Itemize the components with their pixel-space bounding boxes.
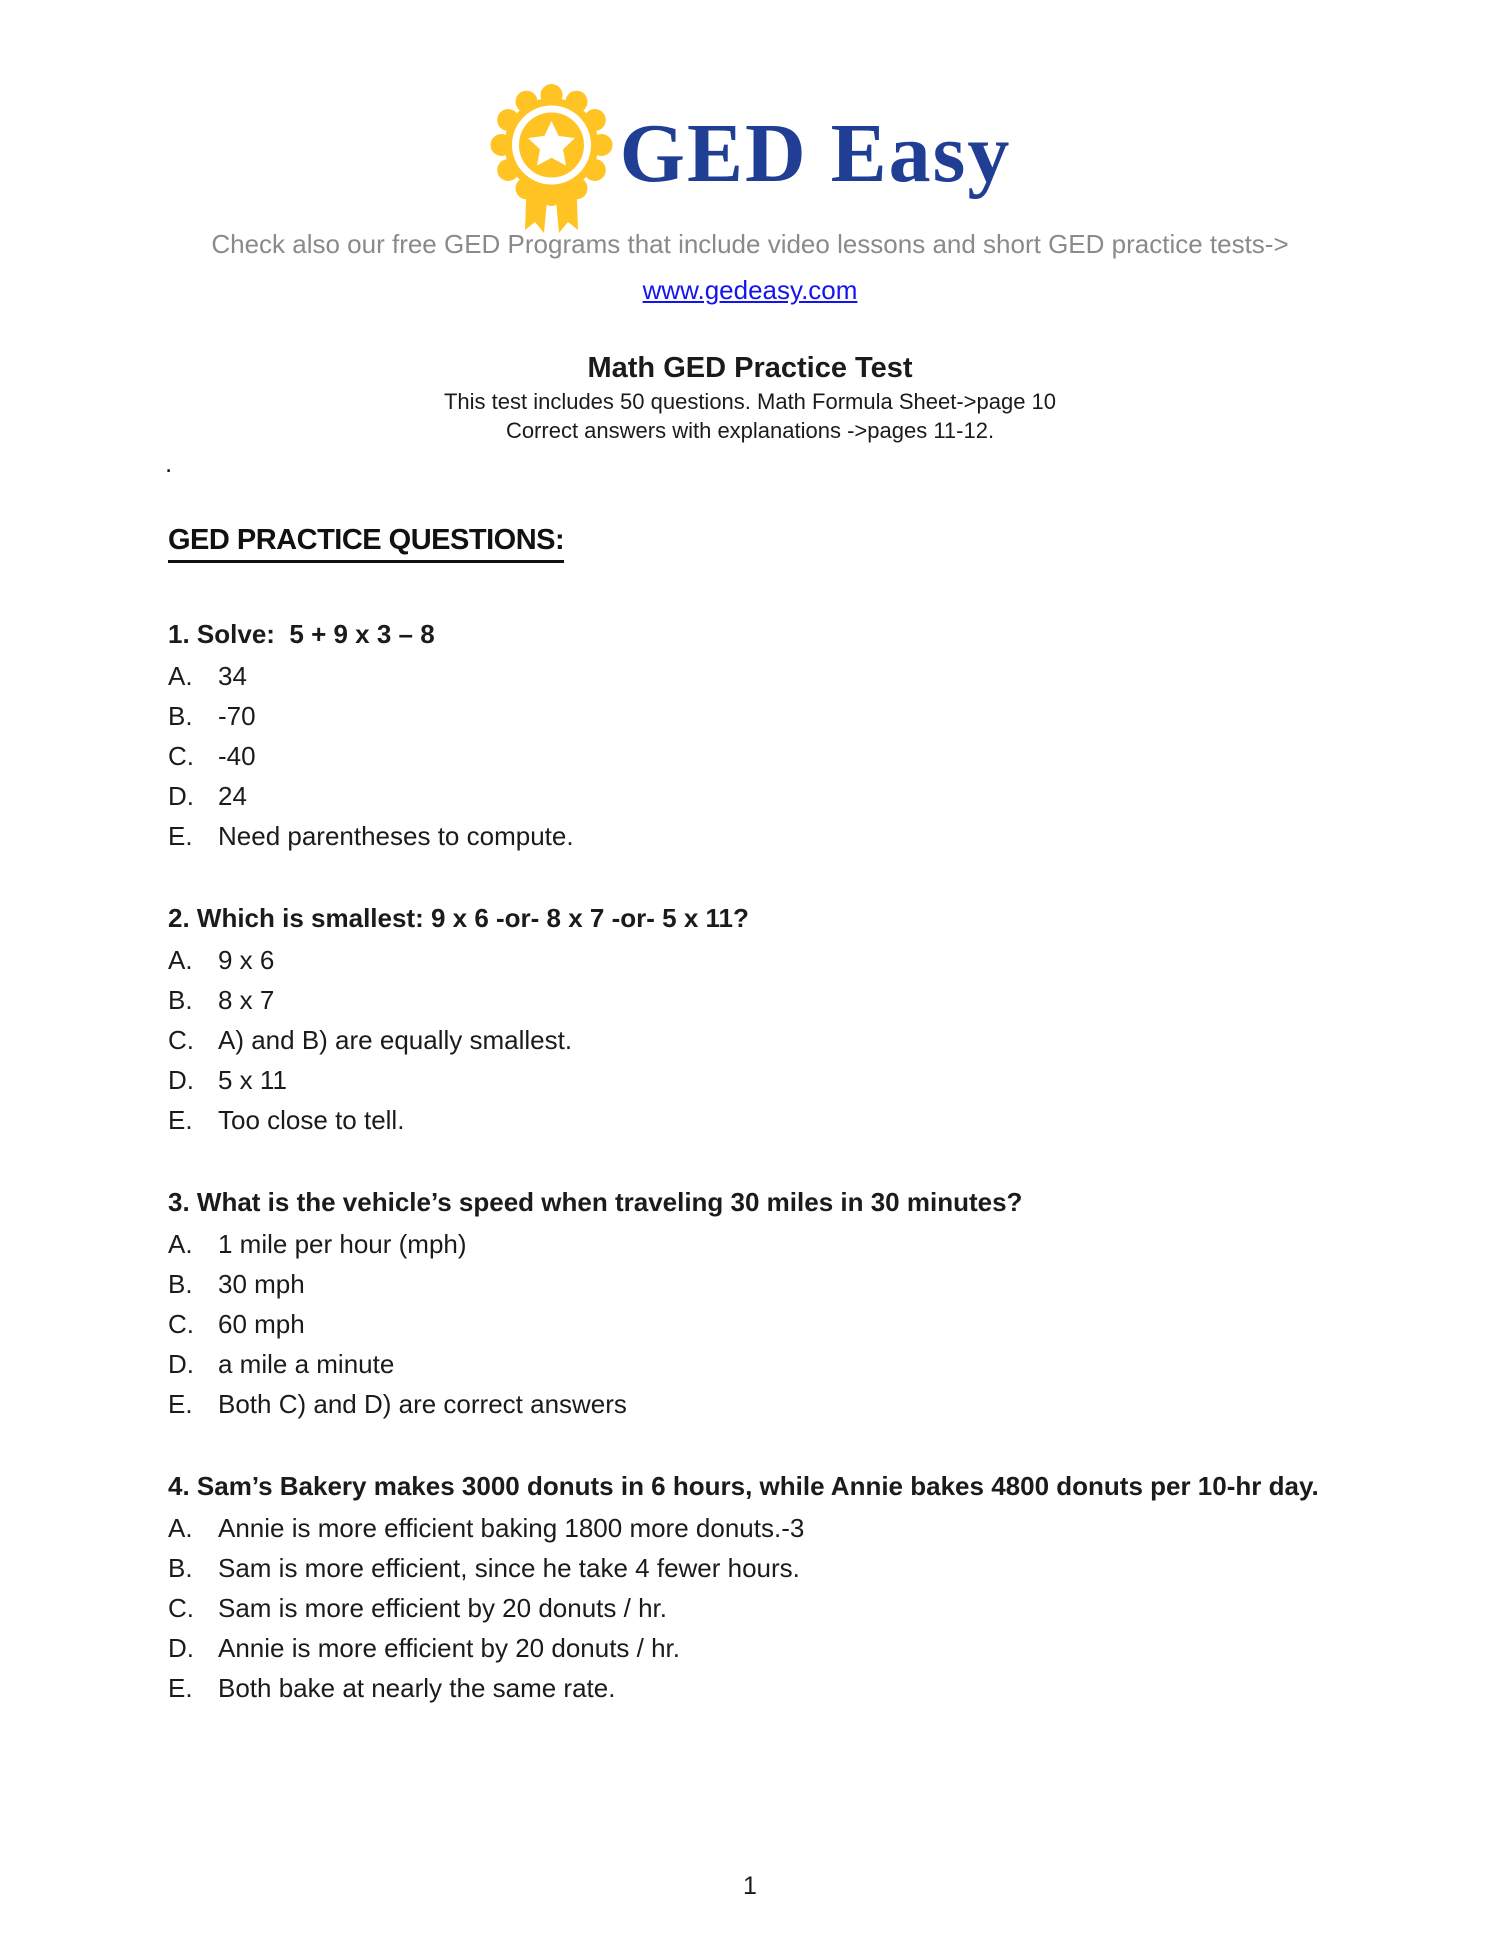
option-letter: C. bbox=[168, 1025, 194, 1055]
option-row bbox=[168, 940, 1428, 980]
option-letter: E. bbox=[168, 1105, 193, 1135]
question-heading: 1. Solve: 5 + 9 x 3 – 8 bbox=[168, 619, 435, 649]
option-text: Both C) and D) are correct answers bbox=[218, 1389, 627, 1419]
option-text: 1 mile per hour (mph) bbox=[218, 1229, 467, 1259]
option-row bbox=[168, 1548, 1428, 1588]
option-row bbox=[168, 696, 1428, 736]
option-text: 5 x 11 bbox=[218, 1065, 287, 1095]
subtitle-line-1: This test includes 50 questions. Math Formula Sheet->page 10 bbox=[443, 389, 1057, 414]
option-row bbox=[168, 1628, 1428, 1668]
page-number: 1 bbox=[743, 1872, 757, 1900]
questions-list bbox=[168, 612, 1428, 1748]
option-letter: D. bbox=[168, 1349, 194, 1379]
option-row bbox=[168, 816, 1428, 856]
option-row bbox=[168, 736, 1428, 776]
title-block bbox=[0, 350, 1500, 445]
option-row bbox=[168, 1588, 1428, 1628]
question-block-3 bbox=[168, 1180, 1428, 1424]
option-letter: E. bbox=[168, 1389, 193, 1419]
option-letter: A. bbox=[168, 1513, 193, 1543]
option-row bbox=[168, 1668, 1428, 1708]
option-row bbox=[168, 1304, 1428, 1344]
option-letter: C. bbox=[168, 741, 194, 771]
option-letter: B. bbox=[168, 1269, 193, 1299]
option-letter: A. bbox=[168, 1229, 193, 1259]
option-row bbox=[168, 1344, 1428, 1384]
option-text: A) and B) are equally smallest. bbox=[218, 1025, 573, 1055]
option-text: 34 bbox=[218, 661, 247, 691]
subtitle-line-2: Correct answers with explanations ->pages 11-12. bbox=[505, 418, 995, 443]
link-line bbox=[0, 274, 1500, 306]
website-link[interactable]: www.gedeasy.com bbox=[642, 275, 858, 305]
option-letter: C. bbox=[168, 1593, 194, 1623]
option-letter: B. bbox=[168, 1553, 193, 1583]
option-letter: C. bbox=[168, 1309, 194, 1339]
option-text: 60 mph bbox=[218, 1309, 305, 1339]
option-text: 8 x 7 bbox=[218, 985, 275, 1015]
option-row bbox=[168, 980, 1428, 1020]
option-row bbox=[168, 1384, 1428, 1424]
option-letter: B. bbox=[168, 701, 193, 731]
option-letter: A. bbox=[168, 945, 193, 975]
option-text: Annie is more efficient baking 1800 more donuts.-3 bbox=[218, 1513, 805, 1543]
option-text: 9 x 6 bbox=[218, 945, 275, 975]
option-letter: E. bbox=[168, 821, 193, 851]
option-row bbox=[168, 1100, 1428, 1140]
promo-text: Check also our free GED Programs that include video lessons and short GED practice tests-> bbox=[211, 229, 1289, 259]
option-text: Need parentheses to compute. bbox=[218, 821, 574, 851]
section-heading: GED PRACTICE QUESTIONS: bbox=[168, 524, 564, 563]
question-heading: 3. What is the vehicle’s speed when traveling 30 miles in 30 minutes? bbox=[168, 1187, 1023, 1217]
option-row bbox=[168, 776, 1428, 816]
option-letter: D. bbox=[168, 1065, 194, 1095]
option-letter: A. bbox=[168, 661, 193, 691]
option-row bbox=[168, 1264, 1428, 1304]
option-text: -40 bbox=[218, 741, 256, 771]
option-text: 30 mph bbox=[218, 1269, 305, 1299]
question-heading: 2. Which is smallest: 9 x 6 -or- 8 x 7 -or- 5 x 11? bbox=[168, 903, 749, 933]
question-block-2 bbox=[168, 896, 1428, 1140]
option-row bbox=[168, 1020, 1428, 1060]
page-title: Math GED Practice Test bbox=[587, 352, 913, 384]
award-badge-icon bbox=[489, 83, 614, 236]
logo bbox=[0, 82, 1500, 237]
option-row bbox=[168, 656, 1428, 696]
option-text: a mile a minute bbox=[218, 1349, 395, 1379]
option-letter: D. bbox=[168, 1633, 194, 1663]
question-block-1 bbox=[168, 612, 1428, 856]
option-letter: D. bbox=[168, 781, 194, 811]
option-text: Annie is more efficient by 20 donuts / hr. bbox=[218, 1633, 681, 1663]
logo-text: GED Easy bbox=[619, 106, 1012, 200]
option-row bbox=[168, 1060, 1428, 1100]
stray-dot: . bbox=[165, 448, 173, 478]
option-text: Sam is more efficient by 20 donuts / hr. bbox=[218, 1593, 667, 1623]
option-text: Both bake at nearly the same rate. bbox=[218, 1673, 616, 1703]
option-letter: E. bbox=[168, 1673, 193, 1703]
question-block-4 bbox=[168, 1464, 1428, 1708]
option-row bbox=[168, 1224, 1428, 1264]
option-text: Sam is more efficient, since he take 4 fewer hours. bbox=[218, 1553, 800, 1583]
option-text: -70 bbox=[218, 701, 256, 731]
option-text: 24 bbox=[218, 781, 247, 811]
question-heading: 4. Sam’s Bakery makes 3000 donuts in 6 hours, while Annie bakes 4800 donuts per 10-hr day. bbox=[168, 1471, 1319, 1501]
option-text: Too close to tell. bbox=[218, 1105, 405, 1135]
option-letter: B. bbox=[168, 985, 193, 1015]
option-row bbox=[168, 1508, 1428, 1548]
